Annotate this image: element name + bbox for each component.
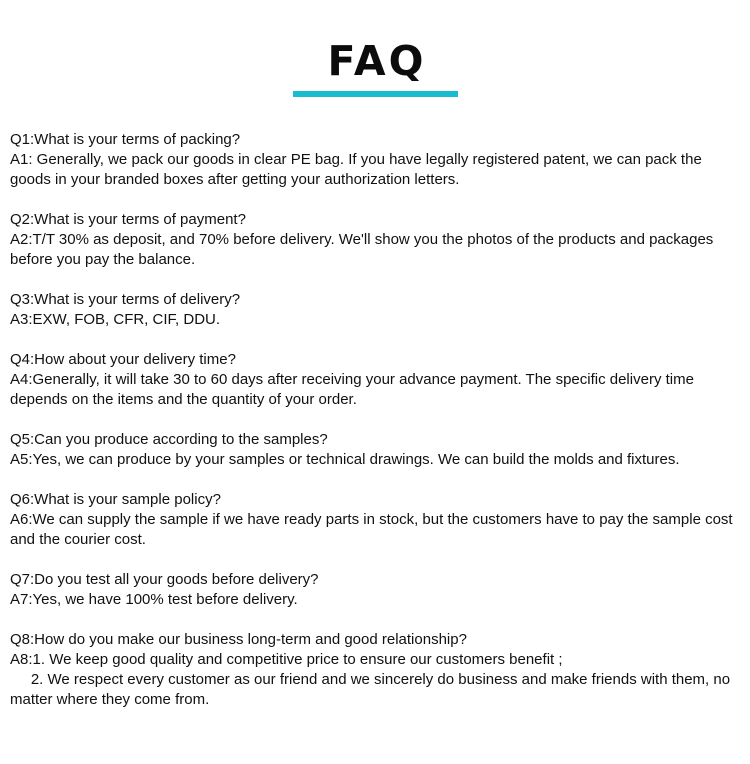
faq-question: Q3:What is your terms of delivery? — [10, 291, 241, 308]
faq-question: Q5:Can you produce according to the samples? — [10, 431, 328, 448]
faq-item-7 — [10, 570, 745, 610]
faq-answer: A6:We can supply the sample if we have ready parts in stock, but the customers have to pay the sample cost and the courier cost. — [10, 511, 737, 548]
faq-question: Q8:How do you make our business long-term and good relationship? — [10, 631, 467, 648]
faq-question: Q2:What is your terms of payment? — [10, 211, 246, 228]
faq-answer: A2:T/T 30% as deposit, and 70% before delivery. We'll show you the photos of the products and packages before you pay the balance. — [10, 231, 718, 268]
faq-answer: A7:Yes, we have 100% test before delivery. — [10, 591, 298, 608]
faq-question: Q1:What is your terms of packing? — [10, 131, 241, 148]
faq-answer: A8:1. We keep good quality and competitive price to ensure our customers benefit ; — [10, 651, 563, 668]
faq-item-3 — [10, 290, 745, 330]
faq-question: Q7:Do you test all your goods before delivery? — [10, 571, 319, 588]
faq-answer: A4:Generally, it will take 30 to 60 days after receiving your advance payment. The specific delivery time depends on the items and the quantity of your order. — [10, 371, 699, 408]
faq-question: Q6:What is your sample policy? — [10, 491, 221, 508]
faq-item-4 — [10, 350, 745, 410]
faq-item-8 — [10, 630, 745, 710]
faq-answer: A1: Generally, we pack our goods in clear PE bag. If you have legally registered patent, we can pack the goods in your branded boxes after getting your authorization letters. — [10, 151, 706, 188]
faq-item-6 — [10, 490, 745, 550]
faq-header — [0, 36, 750, 86]
faq-answer: A5:Yes, we can produce by your samples or technical drawings. We can build the molds and fixtures. — [10, 451, 680, 468]
faq-answer-continued: 2. We respect every customer as our friend and we sincerely do business and make friends with them, no matter where they come from. — [10, 671, 735, 708]
faq-item-2 — [10, 210, 745, 270]
faq-list — [10, 130, 745, 730]
faq-answer: A3:EXW, FOB, CFR, CIF, DDU. — [10, 311, 221, 328]
title-underline — [293, 91, 458, 97]
faq-item-1 — [10, 130, 745, 190]
faq-question: Q4:How about your delivery time? — [10, 351, 236, 368]
page-title: FAQ — [327, 37, 427, 85]
faq-item-5 — [10, 430, 745, 470]
